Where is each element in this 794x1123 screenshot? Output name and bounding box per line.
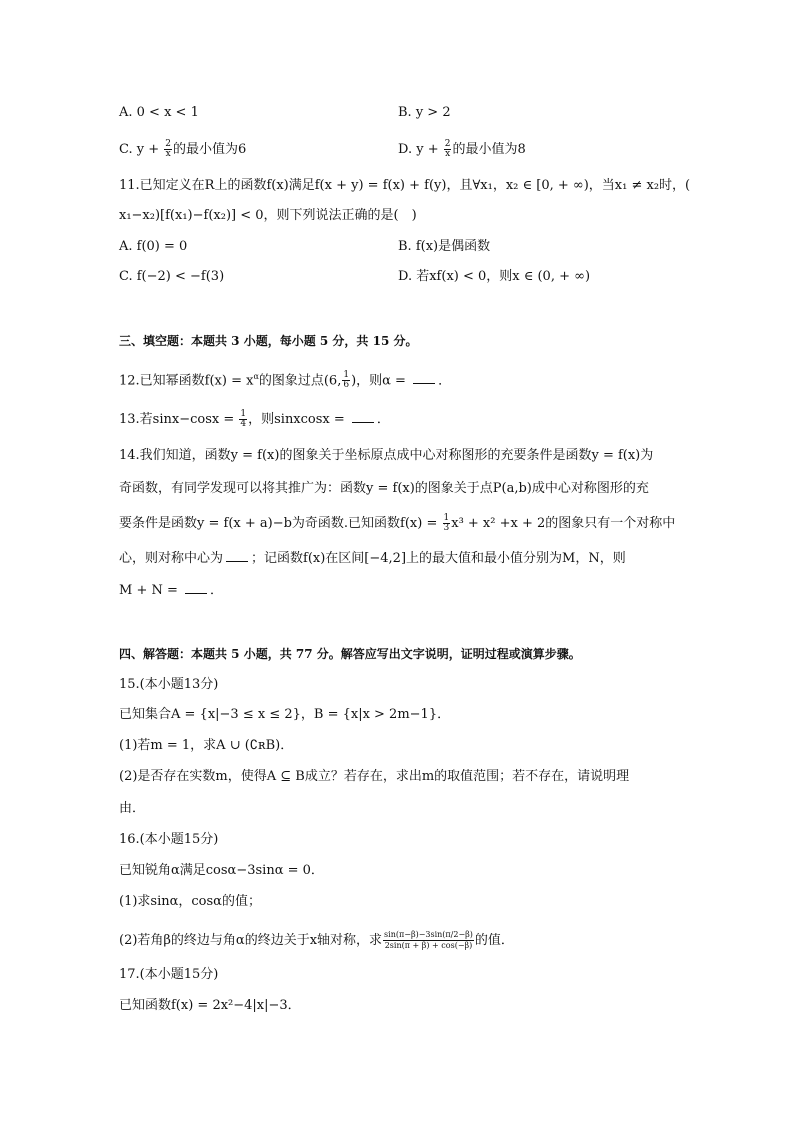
q16-title: 16.(本小题15分)	[119, 832, 219, 847]
q16-stem: 已知锐角α满足cosα−3sinα = 0．	[119, 863, 324, 878]
q13: 13.若sinx−cosx = $\frac{1}{4}$ ，则sinxcosx = ．	[119, 409, 390, 429]
q15-title: 15.(本小题13分)	[119, 677, 219, 692]
q15-part2-line1: (2)是否存在实数m，使得A ⊆ B成立？若存在，求出m的取值范围；若不存在，请说明理	[119, 769, 630, 784]
q11-line2: x₁−x₂)[f(x₁)−f(x₂)] < 0，则下列说法正确的是( )	[119, 208, 417, 223]
q14-line5: M + N = ．	[119, 583, 224, 598]
q11-option-b: B. f(x)是偶函数	[398, 239, 491, 254]
q14-line2: 奇函数，有同学发现可以将其推广为：函数y = f(x)的图象关于点P(a,b)成中心对称图形的充	[119, 481, 649, 496]
option-a: A. 0 < x < 1	[119, 105, 199, 120]
q15-part1: (1)若m = 1，求A ∪ (∁ʀB)．	[119, 738, 294, 753]
section4-heading: 四、解答题：本题共 5 小题，共 77 分。解答应写出文字说明，证明过程或演算步骤。	[119, 647, 581, 661]
q11-option-d: D. 若xf(x) < 0，则x ∈ (0, + ∞)	[398, 269, 591, 284]
q15-part2-line2: 由．	[119, 801, 146, 816]
q17-stem: 已知函数f(x) = 2x²−4|x|−3．	[119, 998, 301, 1013]
q11-line1: 11.已知定义在R上的函数f(x)满足f(x + y) = f(x) + f(y)，且∀x₁，x₂ ∈ [0, + ∞)，当x₁ ≠ x₂时，(	[119, 178, 691, 193]
q17-title: 17.(本小题15分)	[119, 967, 219, 982]
q11-option-c: C. f(−2) < −f(3)	[119, 269, 225, 284]
q14-line1: 14.我们知道，函数y = f(x)的图象关于坐标原点成中心对称图形的充要条件是函数y = f(x)为	[119, 448, 654, 463]
q16-part2: (2)若角β的终边与角α的终边关于x轴对称，求 $\frac{\sin(\pi-\beta)-3\sin(\pi/2-\beta)}{2\sin(\pi + \beta) + \cos(-\beta)}$ 的值．	[119, 930, 514, 950]
option-c: C. y + $\frac{2}{x}$ 的最小值为6	[119, 139, 247, 159]
option-b: B. y > 2	[398, 105, 451, 120]
q14-line3: 要条件是函数y = f(x + a)−b为奇函数.已知函数f(x) = $\frac{1}{3}$ x³ + x² +x + 2的图象只有一个对称中	[119, 513, 676, 533]
q16-part1: (1)求sinα，cosα的值；	[119, 894, 261, 909]
section3-heading: 三、填空题：本题共 3 小题，每小题 5 分，共 15 分。	[119, 334, 418, 348]
option-d: D. y + $\frac{2}{x}$ 的最小值为8	[398, 139, 526, 159]
q11-option-a: A. f(0) = 0	[119, 239, 188, 254]
q14-line4: 心，则对称中心为 ；记函数f(x)在区间[−4,2]上的最大值和最小值分别为M，N，则	[119, 551, 626, 566]
q12: 12.已知幂函数$f(x) = x^\alpha$的图象过点(6, $\frac{1}{6}$ )，则α = ．	[119, 370, 452, 391]
q15-stem: 已知集合A = {x|−3 ≤ x ≤ 2}，B = {x|x > 2m−1}．	[119, 707, 451, 722]
